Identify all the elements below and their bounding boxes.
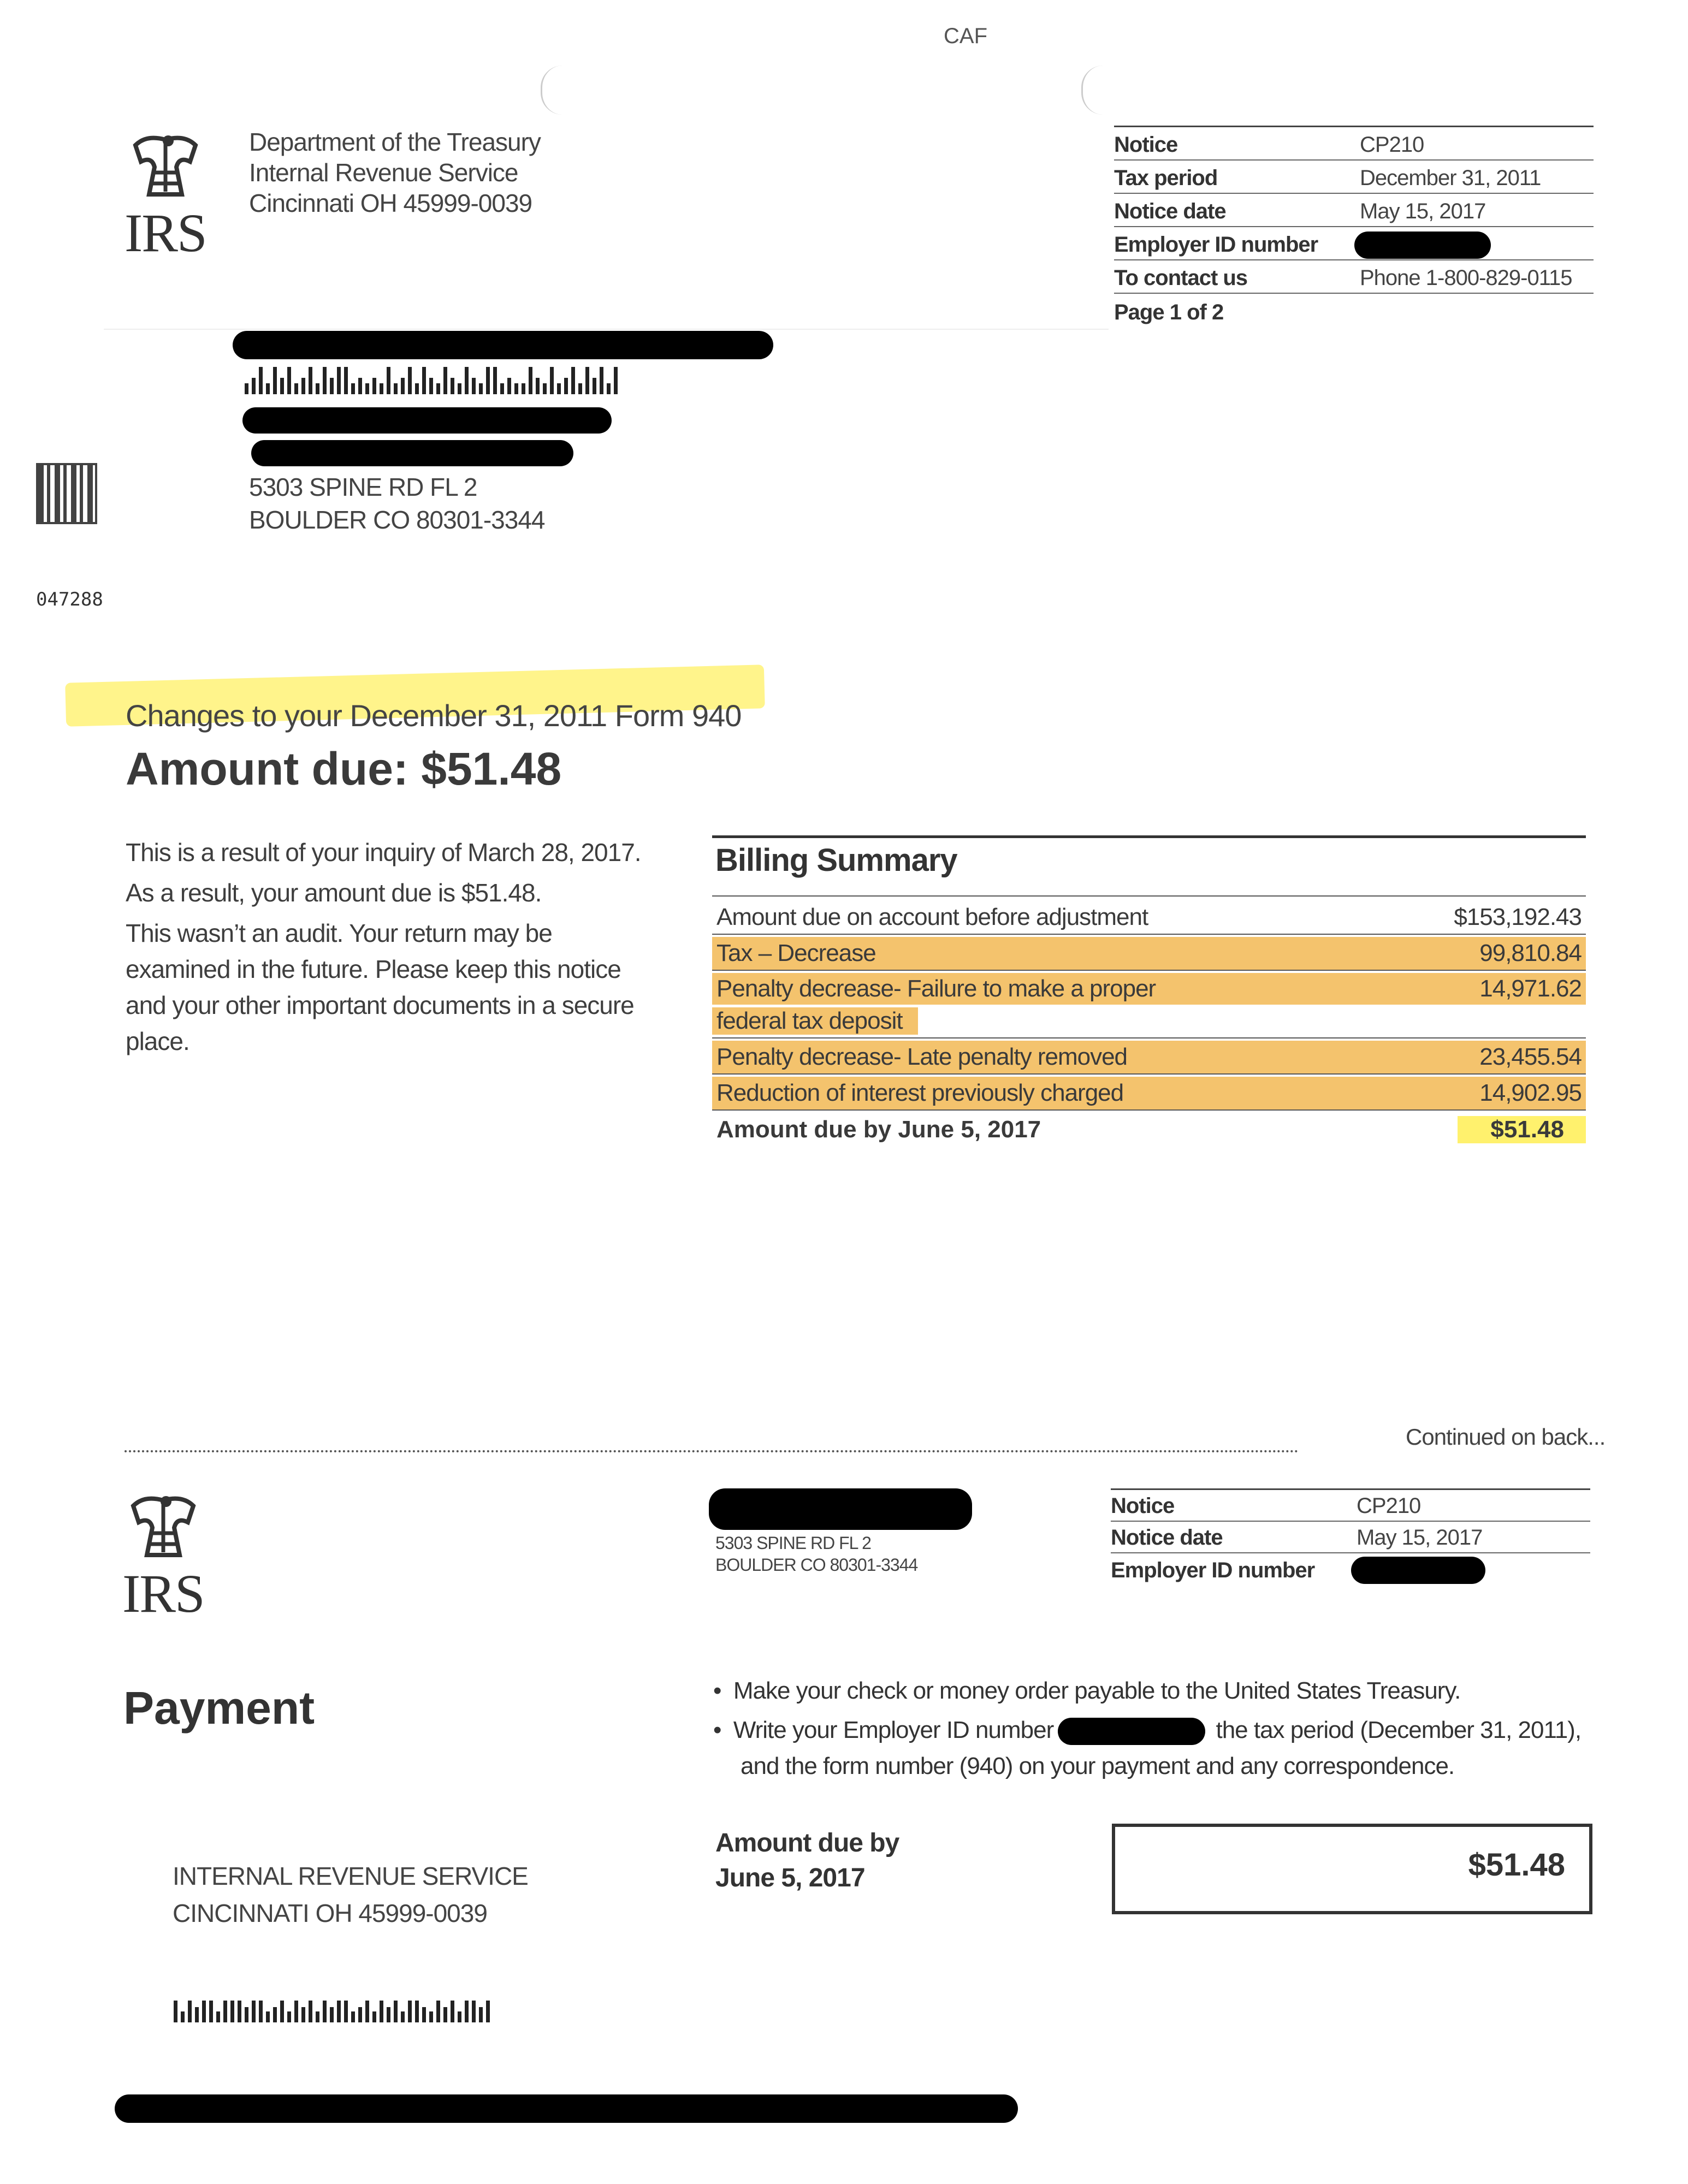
payment-instruction: Make your check or money order payable to the United States Treasury. [733,1677,1461,1704]
irs-eagle-icon [125,129,206,205]
stub-notice-label: Notice [1111,1494,1175,1518]
billing-row [712,1077,1586,1111]
address-line: 5303 SPINE RD FL 2 [249,473,477,501]
employer-id-row [1114,227,1594,260]
notice-date-value: May 15, 2017 [1360,199,1486,223]
notice-value: CP210 [1360,133,1424,157]
result-text: As a result, your amount due is $51.48. [126,879,542,907]
billing-label: Reduction of interest previously charged [716,1079,1124,1106]
irs-logo [125,129,206,263]
recipient-line-redaction [242,407,612,434]
payment-instruction-line [713,1712,1581,1748]
address-line: BOULDER CO 80301-3344 [249,506,545,534]
audit-line: This wasn’t an audit. Your return may be [126,919,552,947]
stub-notice-date-value: May 15, 2017 [1357,1526,1483,1550]
stub-employer-id-label: Employer ID number [1111,1558,1315,1582]
payment-title: Payment [123,1682,315,1734]
audit-line: examined in the future. Please keep this notice [126,955,621,983]
billing-label: Penalty decrease- Late penalty removed [716,1043,1128,1070]
qr-code [36,463,97,524]
notice-label: Notice [1114,133,1178,157]
caf-mark: CAF [944,24,987,48]
billing-summary-title: Billing Summary [715,842,957,878]
doc-number: 047288 [36,589,103,610]
stub-notice-date-row [1111,1522,1590,1553]
recipient-barcode [245,364,618,394]
billing-row [712,1041,1586,1075]
sender-line: Department of the Treasury [249,128,541,156]
tax-period-value: December 31, 2011 [1360,166,1541,190]
amount-due-label-line: Amount due by [715,1829,899,1857]
inquiry-text: This is a result of your inquiry of March 28, 2017. [126,838,641,867]
audit-line: place. [126,1027,189,1055]
scan-mark [541,66,564,115]
tax-period-label: Tax period [1114,166,1218,190]
stub-address-line: 5303 SPINE RD FL 2 [715,1533,871,1553]
irs-barcode [174,1995,490,2022]
tear-line [125,1450,1299,1452]
contact-value: Phone 1-800-829-0115 [1360,266,1572,290]
explanation [126,834,672,1059]
stub-address [715,1532,917,1576]
amount-box-value: $51.48 [1468,1847,1565,1883]
tax-period-row [1114,161,1594,194]
notice-info-table [1114,126,1594,327]
stub-notice-date-label: Notice date [1111,1526,1223,1550]
sender-line: Cincinnati OH 45999-0039 [249,189,532,217]
billing-total-row [712,1113,1586,1147]
contact-label: To contact us [1114,266,1248,290]
billing-row [712,1005,1586,1038]
notice-date-row [1114,194,1594,227]
changes-subtitle: Changes to your December 31, 2011 Form 940 [126,698,742,733]
irs-address-line: CINCINNATI OH 45999-0039 [173,1899,487,1927]
billing-row [712,901,1586,935]
irs-address-line: INTERNAL REVENUE SERVICE [173,1862,528,1890]
employer-id-label: Employer ID number [1114,233,1318,257]
billing-amount: 14,902.95 [1479,1079,1582,1106]
payment-bullet-1 [713,1677,1460,1705]
billing-label: federal tax deposit [712,1007,918,1035]
recipient-line-redaction [251,440,573,466]
amount-enclosed-box[interactable] [1112,1824,1592,1914]
contact-row [1114,260,1594,294]
billing-total-amount: $51.48 [1458,1116,1586,1143]
scanline-redaction [115,2094,1018,2123]
stub-employer-id-redaction [1351,1557,1485,1584]
billing-label: Penalty decrease- Failure to make a proper [716,975,1156,1002]
stub-notice-table [1111,1488,1590,1585]
recipient-address [249,471,545,536]
billing-label: Tax – Decrease [716,940,876,966]
bullet-dot: • [713,1717,733,1743]
billing-summary-top-rule [712,835,1586,838]
irs-logo-stub [122,1489,204,1624]
billing-amount: 14,971.62 [1479,975,1582,1002]
ein-redaction [1058,1718,1205,1745]
continued-text: Continued on back... [1406,1424,1606,1450]
notice-row [1114,127,1594,161]
billing-row [712,973,1586,1005]
sender-address [249,127,541,218]
stub-notice-value: CP210 [1357,1494,1421,1518]
stub-address-line: BOULDER CO 80301-3344 [715,1555,918,1575]
stub-name-redaction [709,1488,972,1530]
notice-date-label: Notice date [1114,199,1226,223]
stub-employer-id-row [1111,1553,1590,1585]
stub-notice-row [1111,1490,1590,1522]
billing-amount: $153,192.43 [1454,904,1582,930]
billing-row [712,937,1586,971]
irs-mailing-address [173,1857,528,1932]
amount-due-label-line: June 5, 2017 [715,1863,865,1892]
divider [104,329,1109,330]
scan-mark [1081,66,1105,115]
payment-instruction: Write your Employer ID number [733,1717,1054,1743]
sender-line: Internal Revenue Service [249,158,518,187]
audit-text [126,915,672,1059]
bullet-dot: • [713,1677,733,1704]
audit-line: and your other important documents in a secure [126,991,634,1019]
employer-id-redaction [1354,232,1491,259]
billing-amount: 23,455.54 [1479,1043,1582,1070]
billing-total-label: Amount due by June 5, 2017 [716,1116,1041,1143]
payment-bullet-2 [713,1712,1581,1784]
payment-instruction-line: and the form number (940) on your payment and any correspondence. [741,1753,1455,1779]
billing-amount: 99,810.84 [1479,940,1582,966]
irs-wordmark: IRS [122,1563,204,1624]
page-label: Page 1 of 2 [1114,300,1224,324]
recipient-name-redaction [233,331,773,359]
billing-label: Amount due on account before adjustment [716,904,1148,930]
amount-due-heading: Amount due: $51.48 [126,743,562,794]
payment-instruction: the tax period (December 31, 2011), [1210,1717,1582,1743]
billing-summary-header-rule [712,895,1586,897]
irs-wordmark: IRS [125,203,206,263]
page-row [1114,294,1594,327]
irs-eagle-icon [122,1489,204,1566]
stub-amount-due-label [715,1826,899,1896]
